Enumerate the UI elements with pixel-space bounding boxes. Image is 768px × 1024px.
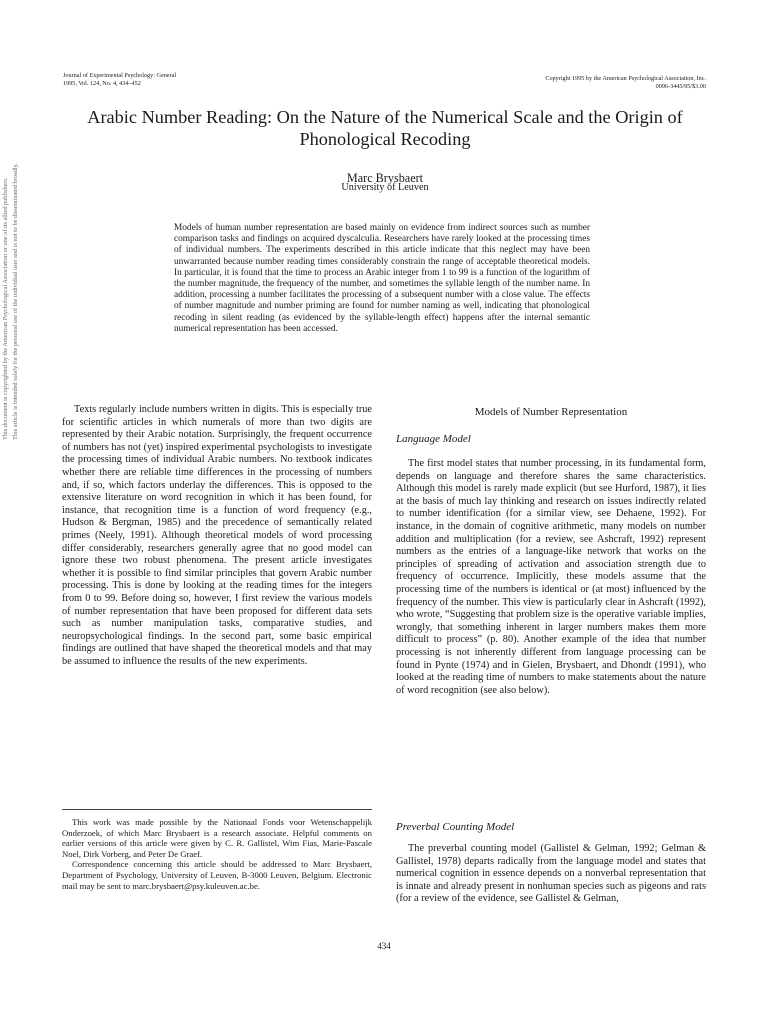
journal-volume: 1995, Vol. 124, No. 4, 434–452 <box>63 79 141 87</box>
footnote-correspondence: Correspondence concerning this article should be addressed to Marc Brysbaert, Department of Psychology, University of Leuven, B-3000 Leuven, Belgium. Electronic mail may be sent to marc.brysbaert@psy.kuleuven.ac.be. <box>62 859 372 891</box>
journal-name: Journal of Experimental Psychology: General <box>63 72 177 79</box>
section-heading: Models of Number Representation <box>474 406 628 418</box>
intro-paragraph: Texts regularly include numbers written in digits. This is especially true for scientific articles in which numerals of more than two digits are represented by their Arabic notation. Surprisingly, the frequent occurrence of numbers has not (yet) inspired experimental psychologists to investigate the processing times of individual Arabic numbers. No textbook indicates whether there are reliable time differences in the processing of numbers and, if so, which factors underlay the differences. This is opposed to the extensive literature on word recognition in which it has been found, for instance, that recognition time is a function of word frequency (e.g., Hudson & Bergman, 1985) and the precedence of semantically related primes (Neely, 1991). Although theoretical models of word processing differ considerably, researchers generally agree that no good model can ignore these two robust phenomena. The present article investigates whether it is possible to find similar principles that govern Arabic number processing. This is done by looking at the reading times for the integers from 0 to 99. Before doing so, however, I first review the various models of number representation that have been proposed for different data sets such as number manipulation tasks, comparative studies, and neuropsychological findings. In the second part, some basic empirical findings are outlined that have shaped the theoretical models and that may be assumed to influence the results of the new experiments. <box>62 404 372 667</box>
author-affiliation: University of Leuven <box>341 182 429 193</box>
journal-header <box>63 72 283 87</box>
subheading-preverbal-counting: Preverbal Counting Model <box>396 821 515 833</box>
language-model-paragraph: The first model states that number processing, in its fundamental form, depends on language and therefore shares the same characteristics. Although this model is rarely made explicit (but see Hurford, 1987), it lies at the basis of much lay thinking and research on issues indirectly related to number identification (for a similar view, see Dehaene, 1992). For instance, in the domain of cognitive arithmetic, many models on number addition and multiplication (for a review, see Ashcraft, 1992) represent numbers as the entries of a language-like network that works on the principles of spreading of activation and association strength due to frequency of occurrence. Implicitly, these models assume that the processing time of the numbers is identical or (at most) influenced by the frequency of the number. This view is particularly clear in Ashcraft (1992), who wrote, “Suggesting that problem size is the operative variable implies, wrongly, that something inherent in larger numbers makes them more difficult to process” (p. 80). Another example of the idea that number processing is not inherently different from language processing can be found in Pynte (1974) and in Gielen, Brysbaert, and Dhondt (1991), who looked at the reading time of numbers to make statements about the nature of word recognition (see also below). <box>396 458 706 696</box>
preverbal-counting-paragraph: The preverbal counting model (Gallistel & Gelman, 1992; Gelman & Gallistel, 1978) departs radically from the language model and states that numerical cognition in essence depends on a nonverbal representation that is innate and already present in nonhuman species such as pigeons and rats (for a review of the evidence, see Gallistel & Gelman, <box>396 843 706 905</box>
footnote-divider <box>62 809 372 810</box>
footnote-acknowledgment: This work was made possible by the Nationaal Fonds voor Wetenschappelijk Onderzoek, of which Marc Brysbaert is a research associate. Helpful comments on earlier versions of this article were given by C. R. Gallistel, Wim Fias, Marie-Pascale Noel, Dirk Vorberg, and Peter De Graef. <box>62 817 372 859</box>
right-column-preverbal <box>396 843 706 906</box>
abstract: Models of human number representation are based mainly on evidence from indirect sources such as number comparison tasks and findings on acquired dyscalculia. Researchers have rarely looked at the processing times of individual numbers. The experiments described in this article indicate that this neglect may have been unwarranted because number reading times considerably constrain the range of acceptable theoretical models. In particular, it is found that the time to process an Arabic integer from 1 to 99 is a function of the logarithm of the number magnitude, the frequency of the number, and sometimes the syllable length of the number name. In addition, processing a number facilitates the processing of a subsequent number with a close value. The effects of number magnitude and number priming are found for number naming as well, indicating that phonological recoding in silent reading (as evidenced by the syllable-length effect) happens after the internal semantic numerical representation has been accessed. <box>174 223 590 334</box>
usage-side-notice: This article is intended solely for the personal use of the individual user and is not to be disseminated broadly. <box>12 163 19 440</box>
page-number: 434 <box>377 941 391 951</box>
author-name: Marc Brysbaert <box>346 171 424 185</box>
article-code: 0096-3445/95/$3.00 <box>655 82 706 90</box>
left-column <box>62 404 372 668</box>
copyright-notice: Copyright 1995 by the American Psychological Association, Inc. <box>545 75 706 82</box>
right-column-language <box>396 458 706 697</box>
footnote <box>62 817 372 891</box>
article-title: Arabic Number Reading: On the Nature of the Numerical Scale and the Origin of Phonological Recoding <box>87 107 683 149</box>
subheading-language-model: Language Model <box>396 433 471 445</box>
copyright-side-notice: This document is copyrighted by the American Psychological Association or one of its allied publishers. <box>2 177 9 440</box>
copyright-header <box>456 75 706 90</box>
